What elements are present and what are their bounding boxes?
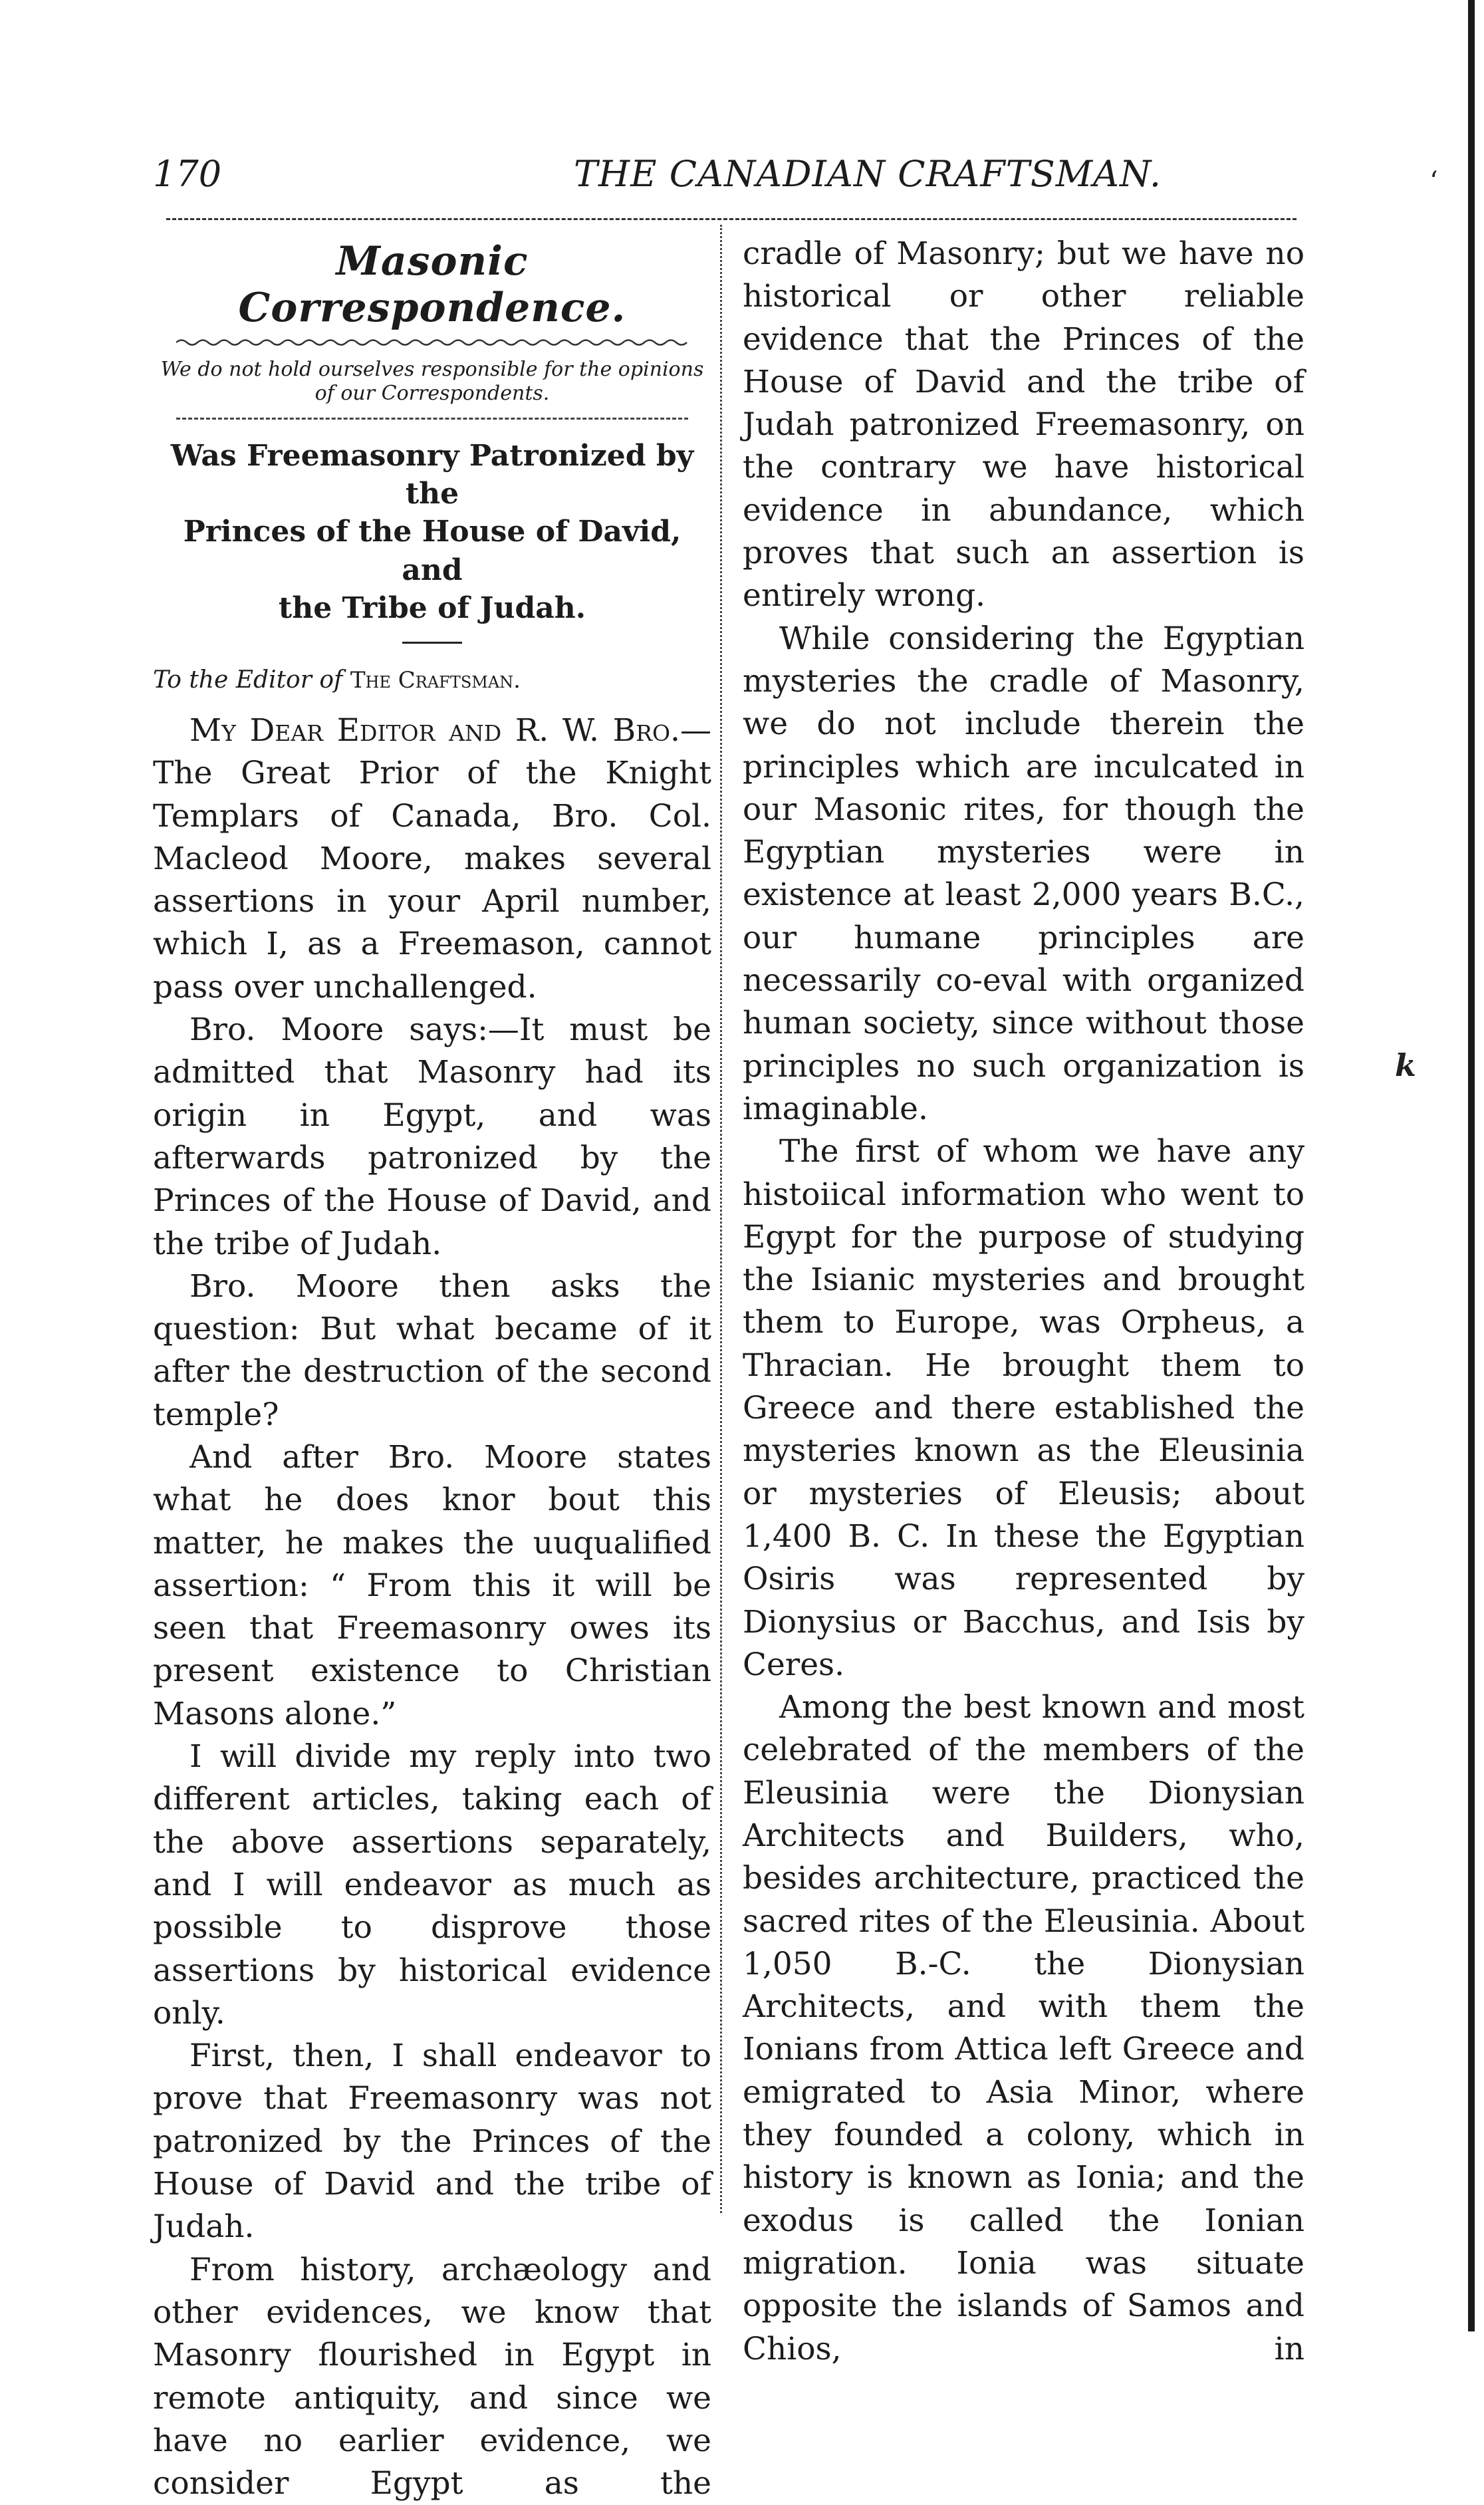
- ornamental-squiggle: [176, 338, 688, 347]
- binding-edge: [1468, 0, 1475, 2331]
- paragraph-reply-plan: I will divide my reply into two different articles, taking each of the above assertions separately, and I will endeavor as much as possible to disprove those assertions by historical evidence only.: [153, 1738, 711, 2032]
- disclaimer: [153, 358, 711, 406]
- paragraph-dionysian-architects: Among the best known and most celebrated of the members of the Eleusinia were the Dionysian Architects and Builders, who, besides architecture, practiced the sacred rites of the Eleusinia. About 1,050 B.-C. the Dionysian Architects, and with them the Ionians from Attica left Greece and emigrated to Asia Minor, where they founded a colony, which in history is known as Ionia; and the exodus is called the Ionian migration. Ionia was situate opposite the islands of Samos and Chios, in: [743, 1689, 1304, 2367]
- paragraph-assertion: And after Bro. Moore states what he does knor bout this matter, he makes the uuqualified assertion: “ From this it will be seen that Freemasonry owes its present existence to Christian Masons alone.”: [153, 1438, 711, 1732]
- article-title-line-1: Was Freemasonry Patronized by the: [170, 439, 694, 511]
- right-column: [743, 233, 1304, 2371]
- page-number: 170: [153, 153, 222, 195]
- header-rule: [166, 218, 1297, 220]
- article-title: [153, 437, 711, 627]
- paragraph-first: First, then, I shall endeavor to prove that Freemasonry was not patronized by the Princes of the House of David and the tribe of Judah.: [153, 2038, 711, 2246]
- article-title-line-2: Princes of the House of David, and: [183, 515, 681, 587]
- column-divider: [720, 225, 722, 2213]
- left-column: [153, 233, 711, 2505]
- paragraph-moore-says: Bro. Moore says:—It must be admitted that Masonry had its origin in Egypt, and was afterwards patronized by the Princes of the House of David, and the tribe of Judah.: [153, 1011, 711, 1262]
- addressee-prefix: To the Editor of: [153, 666, 350, 694]
- paragraph-cradle: cradle of Masonry; but we have no historical or other reliable evidence that the Princes of the House of David and the tribe of Judah patronized Freemasonry, on the contrary we have historical evidence in abundance, which proves that such an assertion is entirely wrong.: [743, 235, 1304, 614]
- title-rule: [402, 642, 462, 644]
- addressee-line: [153, 666, 711, 694]
- disclaimer-rule: [176, 418, 688, 420]
- margin-mark-bottom: k: [1395, 1047, 1416, 1083]
- disclaimer-line-1: We do not hold ourselves responsible for the opinions: [160, 358, 704, 381]
- paragraph-orpheus: The first of whom we have any histoiical information who went to Egypt for the purpose of studying the Isianic mysteries and brought them to Europe, was Orpheus, a Thracian. He brought them to Greece and there established the mysteries known as the Eleusinia or mysteries of Eleusis; about 1,400 B. C. In these the Egyptian Osiris was represented by Dionysius or Bacchus, and Isis by Ceres.: [743, 1133, 1304, 1683]
- paragraph-question: Bro. Moore then asks the question: But what became of it after the destruction of the second temple?: [153, 1267, 711, 1433]
- disclaimer-line-2: of our Correspondents.: [314, 382, 550, 405]
- paragraph-egyptian-mysteries: While considering the Egyptian mysteries the cradle of Masonry, we do not include therein the principles which are inculcated in our Masonic rites, for though the Egyptian mysteries were in existence at least 2,000 years B.C., our humane principles are necessarily co-eval with organized human society, since without those principles no such organization is imaginable.: [743, 620, 1304, 1127]
- addressee-publication: The Craftsman.: [350, 666, 521, 694]
- running-title: THE CANADIAN CRAFTSMAN.: [574, 153, 1162, 195]
- paragraph-history: From history, archæology and other evidences, we know that Masonry flourished in Egypt in remote antiquity, and since we have no earlier evidence, we consider Egypt as the: [153, 2251, 711, 2502]
- section-heading: Masonic Correspondence.: [238, 238, 626, 331]
- paragraph-salutation: My Dear Editor and R. W. Bro.—The Great Prior of the Knight Templars of Canada, Bro. Col. Macleod Moore, makes several assertions in your April number, which I, as a Freemason, cannot pass over unchallenged.: [153, 712, 711, 1005]
- margin-mark-top: ‘: [1429, 166, 1438, 197]
- article-title-line-3: the Tribe of Judah.: [278, 591, 586, 625]
- page-header: [153, 153, 1310, 206]
